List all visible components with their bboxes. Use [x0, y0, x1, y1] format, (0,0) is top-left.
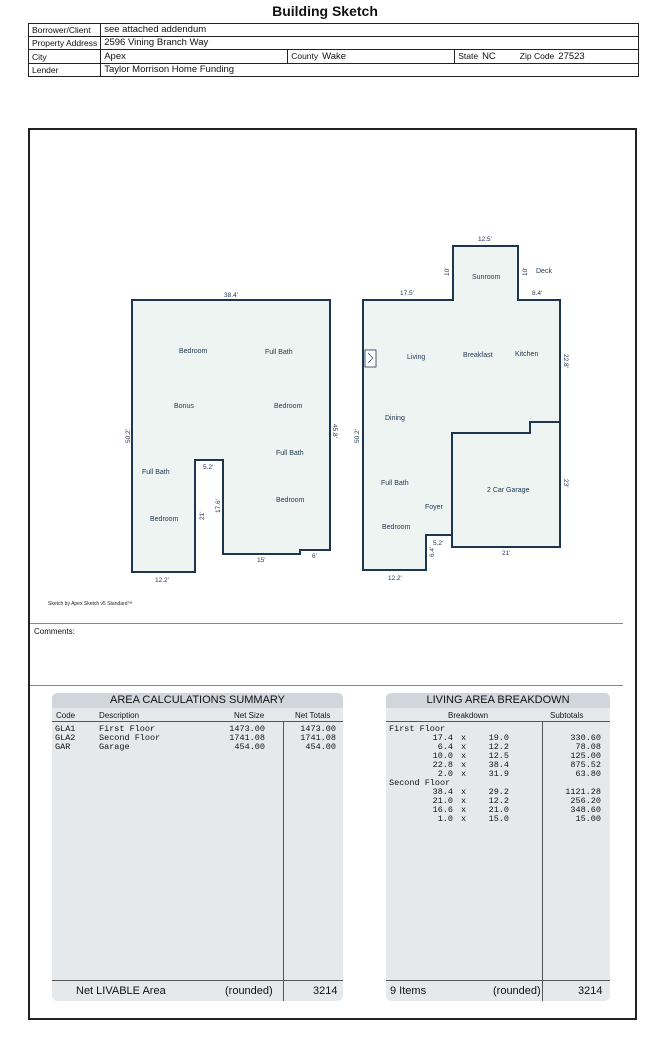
table-row: GAR Garage 454.00 454.00	[55, 742, 336, 752]
dimension-label: 17.5'	[400, 290, 414, 297]
room-label: Full Bath	[142, 469, 170, 476]
dimension-label: 6'	[312, 553, 317, 560]
dimension-label: 10'	[522, 267, 529, 276]
area-calculations-panel	[52, 693, 343, 1001]
state-value: NC	[482, 51, 496, 62]
room-label: Bedroom	[276, 497, 305, 504]
city-label: City	[29, 50, 101, 64]
dimension-label: 15'	[257, 557, 266, 564]
dimension-label: 21'	[502, 550, 511, 557]
address-label: Property Address	[29, 37, 101, 50]
dimension-label: 6.4'	[429, 546, 436, 557]
state-zip-cell	[455, 50, 639, 64]
breakdown-rows	[386, 725, 610, 825]
room-label: Kitchen	[515, 351, 539, 358]
property-header-table	[28, 23, 639, 77]
sketch-credit: Sketch by Apex Sketch v5 Standard™	[48, 601, 133, 607]
room-label: Bonus	[174, 403, 194, 410]
table-row: 1.0 x 15.0 15.00	[437, 814, 601, 824]
dimension-label: 17.6'	[215, 499, 222, 513]
area-summary-title: AREA CALCULATIONS SUMMARY	[52, 693, 343, 708]
state-label: State	[458, 51, 479, 61]
table-row: 21.0 x 12.2 256.20	[432, 796, 601, 806]
dimension-label: 23'	[562, 479, 569, 488]
dimension-label: 12.2'	[155, 577, 169, 584]
zip-label: Zip Code	[519, 51, 555, 61]
room-label: Full Bath	[381, 480, 409, 487]
room-label: Deck	[536, 268, 552, 275]
dimension-label: 5.2'	[203, 464, 214, 471]
first-floor-outline	[363, 246, 560, 570]
section-heading: First Floor	[389, 724, 446, 734]
comments-label: Comments:	[34, 627, 75, 636]
dimension-label: 21'	[199, 511, 206, 520]
dimension-label: 12.5'	[478, 236, 492, 243]
room-label: Full Bath	[276, 450, 304, 457]
net-livable-label: Net LIVABLE Area	[76, 985, 166, 997]
col-header-code: Code	[56, 711, 76, 720]
divider	[30, 623, 623, 624]
county-value: Wake	[322, 51, 347, 62]
borrower-label: Borrower/Client	[29, 24, 101, 37]
column-rule	[283, 721, 284, 1001]
table-row: 10.0 x 12.5 125.00	[432, 751, 601, 761]
net-livable-rounded: (rounded)	[225, 985, 273, 997]
floor-plan-sketch	[30, 130, 635, 618]
dimension-label: 50.2'	[354, 429, 361, 443]
table-row: 16.6 x 21.0 348.60	[432, 805, 601, 815]
col-header-breakdown: Breakdown	[448, 711, 489, 720]
col-header-subtotals: Subtotals	[550, 711, 584, 720]
breakdown-total: 3214	[578, 985, 603, 997]
second-floor-outline	[132, 300, 330, 572]
living-breakdown-title: LIVING AREA BREAKDOWN	[386, 693, 610, 708]
table-row: GLA1 First Floor 1473.00 1473.00	[55, 724, 336, 734]
room-label: Bedroom	[179, 348, 208, 355]
living-area-breakdown-panel	[386, 693, 610, 1001]
address-value: 2596 Vining Branch Way	[101, 37, 639, 50]
room-label: Sunroom	[472, 274, 501, 281]
footer-rule	[52, 980, 343, 981]
footer-rule	[386, 980, 610, 981]
borrower-value: see attached addendum	[101, 24, 639, 37]
dimension-label: 38.4'	[224, 292, 238, 299]
col-header-description: Description	[99, 711, 140, 720]
table-row: 2.0 x 31.9 63.80	[437, 769, 601, 779]
room-label: Bedroom	[274, 403, 303, 410]
lender-value: Taylor Morrison Home Funding	[101, 64, 639, 77]
dimension-label: 8.4'	[532, 290, 543, 297]
table-row: 6.4 x 12.2 78.08	[437, 742, 601, 752]
col-header-net-totals: Net Totals	[295, 711, 331, 720]
dimension-label: 50.2'	[125, 429, 132, 443]
items-count: 9 Items	[390, 985, 427, 997]
page-title: Building Sketch	[272, 3, 378, 19]
county-label: County	[291, 51, 319, 61]
table-row: 38.4 x 29.2 1121.28	[432, 787, 601, 797]
city-value: Apex	[101, 50, 288, 64]
table-row: 17.4 x 19.0 330.60	[432, 733, 601, 743]
dimension-label: 45.8'	[331, 424, 338, 438]
county-cell	[288, 50, 455, 64]
room-label: Living	[407, 354, 426, 361]
room-label: Breakfast	[463, 352, 493, 359]
table-row: GLA2 Second Floor 1741.08 1741.08	[55, 733, 336, 743]
room-label: Dining	[385, 415, 405, 422]
room-label: Foyer	[425, 504, 443, 511]
header-rule	[52, 721, 343, 722]
fireplace-icon	[365, 350, 376, 367]
divider	[30, 685, 623, 686]
room-label: Full Bath	[265, 349, 293, 356]
room-label: 2 Car Garage	[487, 487, 530, 494]
header-rule	[386, 721, 610, 722]
area-rows	[52, 725, 343, 755]
dimension-label: 12.2'	[388, 575, 402, 582]
dimension-label: 22.8'	[562, 354, 569, 368]
table-row: 22.8 x 38.4 875.52	[432, 760, 601, 770]
section-heading: Second Floor	[389, 778, 451, 788]
dimension-label: 5.2'	[433, 540, 444, 547]
zip-value: 27523	[558, 51, 585, 62]
dimension-label: 10'	[444, 267, 451, 276]
net-livable-value: 3214	[313, 985, 338, 997]
lender-label: Lender	[29, 64, 101, 77]
room-label: Bedroom	[382, 524, 411, 531]
col-header-net-size: Net Size	[234, 711, 265, 720]
breakdown-rounded: (rounded)	[493, 985, 541, 997]
room-label: Bedroom	[150, 516, 179, 523]
